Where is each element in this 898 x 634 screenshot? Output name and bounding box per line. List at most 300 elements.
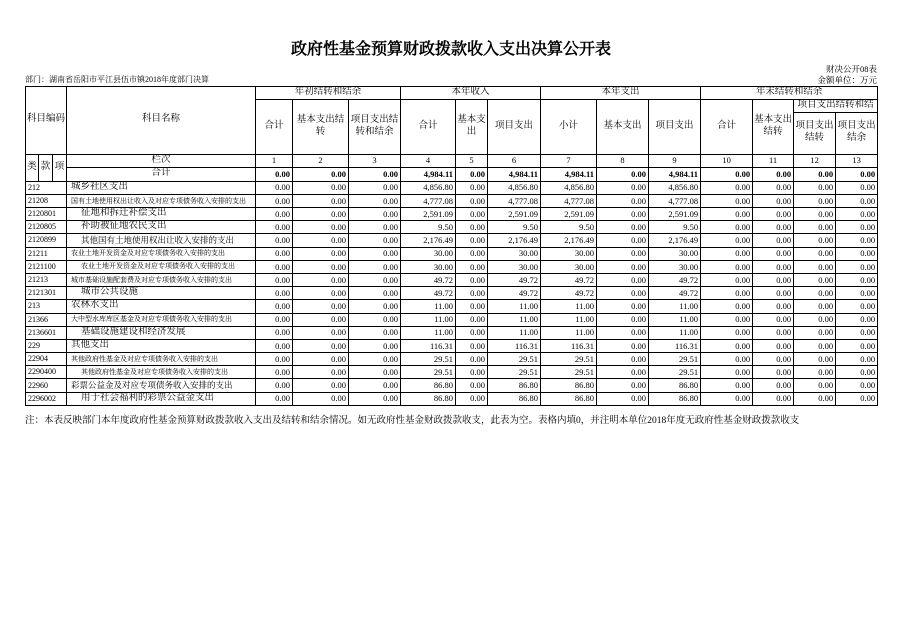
value-cell: 0.00 [256,221,293,234]
total-value: 0.00 [597,167,649,181]
value-cell: 2,176.49 [541,234,597,247]
value-cell: 0.00 [256,260,293,273]
total-value: 0.00 [836,167,878,181]
total-value: 0.00 [701,167,753,181]
value-cell: 29.51 [541,353,597,366]
value-cell: 0.00 [456,194,488,207]
value-cell: 0.00 [836,234,878,247]
value-cell: 0.00 [349,379,401,392]
value-cell: 0.00 [794,379,836,392]
subject-code-cell: 2120899 [26,234,67,247]
table-row [26,287,878,300]
value-cell: 0.00 [456,366,488,379]
value-cell: 0.00 [836,326,878,339]
subject-name-cell: 其他政府性基金及对应专项债务收入安排的支出 [67,353,256,366]
value-cell: 9.50 [649,221,701,234]
value-cell: 0.00 [597,247,649,260]
value-cell: 0.00 [597,379,649,392]
value-cell: 0.00 [256,392,293,405]
value-cell: 29.51 [649,366,701,379]
value-cell: 0.00 [256,181,293,194]
fund-table [25,86,878,406]
value-cell: 0.00 [349,287,401,300]
value-cell: 0.00 [701,339,753,352]
subject-code-cell: 2120801 [26,208,67,221]
value-cell: 0.00 [701,234,753,247]
value-cell: 86.80 [401,379,456,392]
value-cell: 0.00 [836,353,878,366]
value-cell: 0.00 [753,208,794,221]
total-row [26,167,878,181]
header-opening-total: 合计 [256,99,293,154]
value-cell: 86.80 [488,392,541,405]
value-cell: 2,176.49 [488,234,541,247]
subject-code-cell: 22904 [26,353,67,366]
value-cell: 0.00 [456,260,488,273]
header-group-expense: 本年支出 [541,87,701,100]
value-cell: 11.00 [488,313,541,326]
value-cell: 0.00 [293,273,349,286]
header-group-opening: 年初结转和结余 [256,87,401,100]
value-cell: 0.00 [701,326,753,339]
table-row [26,260,878,273]
value-cell: 2,176.49 [401,234,456,247]
value-cell: 2,591.09 [488,208,541,221]
value-cell: 30.00 [488,260,541,273]
subject-code-cell: 22960 [26,379,67,392]
value-cell: 0.00 [836,379,878,392]
value-cell: 0.00 [456,273,488,286]
value-cell: 0.00 [456,234,488,247]
header-subject-name: 科目名称 [67,87,256,155]
value-cell: 2,176.49 [649,234,701,247]
table-row [26,392,878,405]
value-cell: 0.00 [349,273,401,286]
value-cell: 29.51 [401,366,456,379]
value-cell: 0.00 [836,366,878,379]
value-cell: 11.00 [649,326,701,339]
value-cell: 0.00 [256,326,293,339]
value-cell: 0.00 [753,392,794,405]
subject-code-cell: 213 [26,300,67,313]
value-cell: 0.00 [701,287,753,300]
table-row [26,326,878,339]
header-code-item: 项 [53,154,67,181]
value-cell: 11.00 [541,300,597,313]
header-group-income: 本年收入 [401,87,541,100]
table-row [26,234,878,247]
value-cell: 0.00 [701,208,753,221]
value-cell: 0.00 [456,379,488,392]
subject-name-cell: 城乡社区支出 [67,181,256,194]
line-number-cell: 3 [349,154,401,167]
value-cell: 0.00 [836,392,878,405]
value-cell: 0.00 [701,313,753,326]
value-cell: 11.00 [401,326,456,339]
value-cell: 0.00 [836,247,878,260]
total-value: 0.00 [256,167,293,181]
value-cell: 0.00 [794,273,836,286]
value-cell: 0.00 [349,208,401,221]
line-number-cell: 4 [401,154,456,167]
value-cell: 0.00 [836,260,878,273]
value-cell: 11.00 [541,313,597,326]
value-cell: 0.00 [836,221,878,234]
value-cell: 49.72 [649,287,701,300]
value-cell: 0.00 [836,287,878,300]
value-cell: 0.00 [293,326,349,339]
total-value: 4,984.11 [649,167,701,181]
subject-code-cell: 2120805 [26,221,67,234]
value-cell: 0.00 [753,313,794,326]
value-cell: 30.00 [649,260,701,273]
subject-name-cell: 其他国有土地使用权出让收入安排的支出 [67,234,256,247]
value-cell: 0.00 [256,339,293,352]
footnote: 注：本表反映部门本年度政府性基金预算财政拨款收入支出及结转和结余情况。如无政府性基金财政拨款收支，此表为空。表格内填0，并注明本单位2018年度无政府性基金财政拨款收支 [25,416,800,426]
value-cell: 0.00 [293,194,349,207]
value-cell: 0.00 [456,287,488,300]
total-value: 4,984.11 [488,167,541,181]
value-cell: 0.00 [794,221,836,234]
header-code-section: 款 [39,154,53,181]
value-cell: 116.31 [488,339,541,352]
value-cell: 86.80 [541,379,597,392]
value-cell: 0.00 [701,379,753,392]
total-value: 0.00 [293,167,349,181]
value-cell: 0.00 [256,353,293,366]
table-row [26,221,878,234]
value-cell: 0.00 [256,208,293,221]
table-row [26,181,878,194]
value-cell: 0.00 [701,392,753,405]
value-cell: 0.00 [256,379,293,392]
value-cell: 0.00 [753,260,794,273]
value-cell: 116.31 [649,339,701,352]
value-cell: 0.00 [597,273,649,286]
subject-code-cell: 2136601 [26,326,67,339]
table-row [26,247,878,260]
value-cell: 0.00 [349,194,401,207]
value-cell: 0.00 [836,300,878,313]
value-cell: 0.00 [701,273,753,286]
value-cell: 4,777.08 [488,194,541,207]
value-cell: 0.00 [293,313,349,326]
table-body [26,181,878,405]
subject-name-cell: 彩票公益金及对应专项债务收入安排的支出 [67,379,256,392]
value-cell: 29.51 [541,366,597,379]
value-cell: 0.00 [836,273,878,286]
value-cell: 0.00 [701,300,753,313]
value-cell: 0.00 [256,366,293,379]
value-cell: 11.00 [488,300,541,313]
value-cell: 0.00 [256,273,293,286]
subject-code-cell: 2121301 [26,287,67,300]
subject-name-cell: 其他政府性基金及对应专项债务收入安排的支出 [67,366,256,379]
subject-code-cell: 2296002 [26,392,67,405]
value-cell: 0.00 [349,234,401,247]
subject-code-cell: 2290400 [26,366,67,379]
value-cell: 0.00 [753,326,794,339]
header-closing-project: 项目支出结转和结 [794,99,878,112]
subject-code-cell: 21213 [26,273,67,286]
value-cell: 0.00 [794,353,836,366]
table-row [26,300,878,313]
value-cell: 0.00 [293,353,349,366]
value-cell: 86.80 [541,392,597,405]
line-number-cell: 13 [836,154,878,167]
value-cell: 0.00 [794,234,836,247]
value-cell: 0.00 [456,392,488,405]
subject-name-cell: 城市公共设施 [67,287,256,300]
value-cell: 0.00 [293,339,349,352]
value-cell: 11.00 [649,300,701,313]
value-cell: 0.00 [293,234,349,247]
header-income-project: 项目支出 [488,99,541,154]
value-cell: 0.00 [794,194,836,207]
subject-name-cell: 其他支出 [67,339,256,352]
value-cell: 29.51 [488,353,541,366]
value-cell: 0.00 [836,181,878,194]
value-cell: 30.00 [401,260,456,273]
value-cell: 0.00 [794,181,836,194]
value-cell: 2,591.09 [649,208,701,221]
value-cell: 0.00 [701,194,753,207]
value-cell: 0.00 [456,247,488,260]
subject-name-cell: 征地和拆迁补偿支出 [67,208,256,221]
header-expense-subtotal: 小计 [541,99,597,154]
value-cell: 0.00 [794,392,836,405]
value-cell: 0.00 [597,392,649,405]
table-row [26,208,878,221]
header-group-closing: 年末结转和结余 [701,87,878,100]
table-row [26,273,878,286]
form-number: 财决公开08表 [825,64,877,74]
value-cell: 0.00 [349,366,401,379]
subject-name-cell: 农业土地开发资金及对应专项债务收入安排的支出 [67,260,256,273]
value-cell: 0.00 [293,221,349,234]
value-cell: 49.72 [401,273,456,286]
header-expense-project: 项目支出 [649,99,701,154]
value-cell: 0.00 [293,392,349,405]
value-cell: 0.00 [456,221,488,234]
value-cell: 0.00 [701,260,753,273]
value-cell: 86.80 [649,392,701,405]
header-code-class: 类 [26,154,39,181]
value-cell: 9.50 [488,221,541,234]
subject-name-cell: 国有土地使用权出让收入及对应专项债务收入安排的支出 [67,194,256,207]
line-number-cell: 10 [701,154,753,167]
value-cell: 29.51 [488,366,541,379]
table-row [26,339,878,352]
total-value: 4,984.11 [541,167,597,181]
value-cell: 86.80 [649,379,701,392]
line-number-cell: 5 [456,154,488,167]
department-label: 部门：湖南省岳阳市平江县伍市镇2018年度部门决算 [25,75,209,84]
total-value: 0.00 [456,167,488,181]
value-cell: 49.72 [401,287,456,300]
total-value: 0.00 [753,167,794,181]
line-number-row [26,154,878,167]
value-cell: 0.00 [597,326,649,339]
value-cell: 0.00 [597,366,649,379]
value-cell: 0.00 [753,379,794,392]
value-cell: 0.00 [794,326,836,339]
value-cell: 0.00 [597,208,649,221]
value-cell: 0.00 [293,366,349,379]
line-number-cell: 9 [649,154,701,167]
value-cell: 30.00 [541,260,597,273]
line-number-cell: 7 [541,154,597,167]
value-cell: 0.00 [753,221,794,234]
header-income-total: 合计 [401,99,456,154]
subject-name-cell: 大中型水库库区基金及对应专项债务收入安排的支出 [67,313,256,326]
value-cell: 0.00 [256,313,293,326]
value-cell: 0.00 [456,208,488,221]
value-cell: 0.00 [349,221,401,234]
total-value: 0.00 [794,167,836,181]
value-cell: 9.50 [401,221,456,234]
value-cell: 0.00 [794,287,836,300]
value-cell: 0.00 [256,194,293,207]
value-cell: 0.00 [794,366,836,379]
value-cell: 0.00 [293,300,349,313]
value-cell: 0.00 [753,287,794,300]
subject-code-cell: 21366 [26,313,67,326]
value-cell: 2,591.09 [401,208,456,221]
value-cell: 30.00 [488,247,541,260]
value-cell: 0.00 [753,194,794,207]
value-cell: 0.00 [349,260,401,273]
line-number-cell: 11 [753,154,794,167]
value-cell: 0.00 [794,247,836,260]
value-cell: 0.00 [701,353,753,366]
amount-unit-label: 金额单位：万元 [817,75,877,85]
value-cell: 30.00 [401,247,456,260]
total-value: 0.00 [349,167,401,181]
value-cell: 0.00 [597,287,649,300]
value-cell: 30.00 [541,247,597,260]
value-cell: 0.00 [597,194,649,207]
header-closing-basic: 基本支出结转 [753,99,794,154]
subject-name-cell: 农业土地开发资金及对应专项债务收入安排的支出 [67,247,256,260]
value-cell: 0.00 [753,300,794,313]
subject-code-cell: 2121100 [26,260,67,273]
value-cell: 0.00 [293,181,349,194]
value-cell: 0.00 [753,273,794,286]
table-row [26,313,878,326]
value-cell: 4,856.80 [541,181,597,194]
line-number-cell: 12 [794,154,836,167]
value-cell: 11.00 [649,313,701,326]
value-cell: 0.00 [597,221,649,234]
value-cell: 49.72 [541,273,597,286]
header-opening-basic: 基本支出结转 [293,99,349,154]
table-row [26,194,878,207]
value-cell: 0.00 [753,247,794,260]
value-cell: 0.00 [836,313,878,326]
value-cell: 0.00 [293,379,349,392]
header-closing-project-carry: 项目支出结转 [794,112,836,154]
value-cell: 11.00 [401,300,456,313]
value-cell: 4,856.80 [488,181,541,194]
value-cell: 0.00 [701,366,753,379]
value-cell: 0.00 [794,260,836,273]
value-cell: 0.00 [597,339,649,352]
value-cell: 0.00 [753,353,794,366]
value-cell: 0.00 [349,300,401,313]
value-cell: 0.00 [349,313,401,326]
value-cell: 0.00 [293,260,349,273]
value-cell: 0.00 [293,287,349,300]
header-expense-basic: 基本支出 [597,99,649,154]
value-cell: 49.72 [649,273,701,286]
total-value: 4,984.11 [401,167,456,181]
value-cell: 0.00 [597,181,649,194]
subject-code-cell: 229 [26,339,67,352]
subject-name-cell: 城市基础设施配套费及对应专项债务收入安排的支出 [67,273,256,286]
value-cell: 0.00 [794,208,836,221]
value-cell: 4,777.08 [541,194,597,207]
value-cell: 0.00 [701,221,753,234]
value-cell: 0.00 [456,339,488,352]
value-cell: 0.00 [456,300,488,313]
value-cell: 0.00 [794,313,836,326]
value-cell: 0.00 [836,194,878,207]
value-cell: 0.00 [597,300,649,313]
value-cell: 0.00 [701,181,753,194]
value-cell: 0.00 [753,181,794,194]
value-cell: 0.00 [349,339,401,352]
value-cell: 11.00 [541,326,597,339]
value-cell: 0.00 [456,353,488,366]
value-cell: 0.00 [794,339,836,352]
value-cell: 0.00 [836,208,878,221]
value-cell: 0.00 [456,181,488,194]
value-cell: 4,856.80 [649,181,701,194]
value-cell: 0.00 [256,287,293,300]
value-cell: 0.00 [349,247,401,260]
value-cell: 0.00 [597,234,649,247]
value-cell: 9.50 [541,221,597,234]
value-cell: 116.31 [401,339,456,352]
header-subject-code: 科目编码 [26,87,67,155]
value-cell: 0.00 [256,300,293,313]
value-cell: 2,591.09 [541,208,597,221]
subject-name-cell: 农林水支出 [67,300,256,313]
table-row [26,353,878,366]
value-cell: 0.00 [597,353,649,366]
header-income-basic: 基本支出 [456,99,488,154]
total-label: 合计 [67,167,256,181]
line-number-cell: 6 [488,154,541,167]
line-number-cell: 8 [597,154,649,167]
value-cell: 0.00 [794,300,836,313]
value-cell: 11.00 [401,313,456,326]
page-title: 政府性基金预算财政拨款收入支出决算公开表 [290,41,611,58]
value-cell: 0.00 [293,208,349,221]
header-row-groups [26,87,878,100]
value-cell: 4,777.08 [401,194,456,207]
subject-name-cell: 补助被征地农民支出 [67,221,256,234]
value-cell: 49.72 [541,287,597,300]
line-number-cell: 2 [293,154,349,167]
value-cell: 30.00 [649,247,701,260]
subject-name-cell: 用于社会福利的彩票公益金支出 [67,392,256,405]
value-cell: 49.72 [488,273,541,286]
value-cell: 29.51 [649,353,701,366]
value-cell: 4,856.80 [401,181,456,194]
header-opening-project: 项目支出结转和结余 [349,99,401,154]
